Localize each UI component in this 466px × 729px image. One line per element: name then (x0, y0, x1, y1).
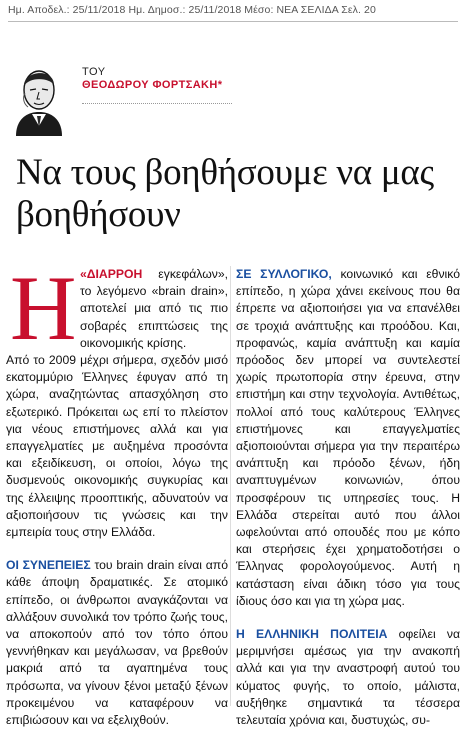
author-portrait (10, 58, 68, 136)
lead-in-2: ΟΙ ΣΥΝΕΠΕΙΕΣ (6, 558, 91, 573)
lead-in-3: ΣΕ ΣΥΛΛΟΓΙΚΟ, (236, 267, 332, 281)
lead-in-1: «ΔΙΑΡΡΟΗ (80, 267, 143, 281)
article-column-left (6, 257, 228, 729)
byline-prefix: ΤΟΥ (82, 66, 106, 78)
paragraph-4 (236, 626, 460, 729)
author-name: ΘΕΟΔΩΡΟΥ ΦΟΡΤΣΑΚΗ* (82, 79, 223, 91)
byline-rule (82, 103, 232, 104)
byline (82, 66, 222, 92)
paragraph-2 (6, 557, 228, 729)
paragraph-3-text: κοινωνικό και εθνικό επίπεδο, η χώρα χάνει εκείνους που θα έπρεπε να αξιοποιήσει για να επανέλθει σε τροχιά ανάπτυξης και προόδου. Και, προφανώς, καμία ανάπτυξη και καμία πρόοδος δεν μπορεί να συντελεστεί χωρίς πρωτοπορία στην έρευνα, στην επιστήμη και στην τεχνολογία. Αντιθέτως, πολλοί από τους καλύτερους Έλληνες επιστήμονες και επαγγελματίες αξιοποιούνται σήμερα για την περαιτέρω ανάπτυξη και πρόοδο ξένων, ήδη αναπτυγμένων κοινωνιών, όπου προσφέρουν τις υπηρεσίες τους. Η Ελλάδα στερείται αυτό που άλλοι ωφελούνται από οπουδές που με κόπο και στερήσεις έχει χρηματοδοτήσει ο Έλληνας φορολογούμενος. Αυτή η κατάσταση είναι άδικη τόσο για τους ίδιους όσο και για τη χώρα μας. (236, 267, 460, 608)
paragraph-4-text: οφείλει να μεριμνήσει αμέσως για την ανακοπή αλλά και για την αναστροφή αυτού του κύματος φυγής, το οποίο, μάλιστα, αυξήθηκε σημαντικά τα τέσσερα τελευταία χρόνια και, δυστυχώς, συ- (236, 627, 460, 728)
paragraph-3 (236, 266, 460, 610)
article-headline: Να τους βοηθήσουμε να μας βοηθήσουν (16, 152, 434, 235)
paragraph-2-text: του brain drain είναι από κάθε άποψη δραματικές. Σε ατομικό επίπεδο, οι άνθρωποι αναγκάζονται να αλλάξουν συνολικά τον τρόπο ζωής τους, να αποκοπούν από τον τόπο όπου γεννήθηκαν και μεγάλωσαν, να βρεθούν μακριά από τα αγαπημένα τους πρόσωπα, να γίνουν ξένοι μεταξύ ξένων προκειμένου να καταφέρουν να επιβιώσουν και να εξελιχθούν. (6, 558, 228, 728)
paragraph-1: Από το 2009 μέχρι σήμερα, σχεδόν μισό εκατομμύριο Έλληνες έφυγαν από τη χώρα, αναζητώντας απασχόληση στο εξωτερικό. Πρόκειται ως επί το πλείστον για νέους επιστήμονες αλλά και για επαγγελματίες με αυξημένα προσόντα και εξειδίκευση, οι οποίοι, λόγω της δυσμενούς οικονομικής συγκυρίας και της έλλειψης προοπτικής, αδυνατούν να αξιοποιήσουν τις γνώσεις και την εμπειρία τους στην Ελλάδα. (6, 353, 228, 540)
lead-paragraph-intro (80, 266, 228, 352)
clipping-metadata: Ημ. Αποδελ.: 25/11/2018 Ημ. Δημοσ.: 25/11/2018 Μέσο: ΝΕΑ ΣΕΛΙΔΑ Σελ. 20 (8, 4, 376, 16)
metadata-divider (8, 21, 458, 22)
intro-text: εγκεφάλων», το λεγόμενο «brain drain», αποτελεί μια από τις πιο σοβαρές επιπτώσεις της οικονομικής κρίσης. (80, 267, 228, 350)
lead-in-4: Η ΕΛΛΗΝΙΚΗ ΠΟΛΙΤΕΙΑ (236, 627, 388, 642)
drop-cap: Η (10, 257, 77, 359)
article-column-right (236, 266, 460, 729)
column-divider (230, 266, 231, 706)
